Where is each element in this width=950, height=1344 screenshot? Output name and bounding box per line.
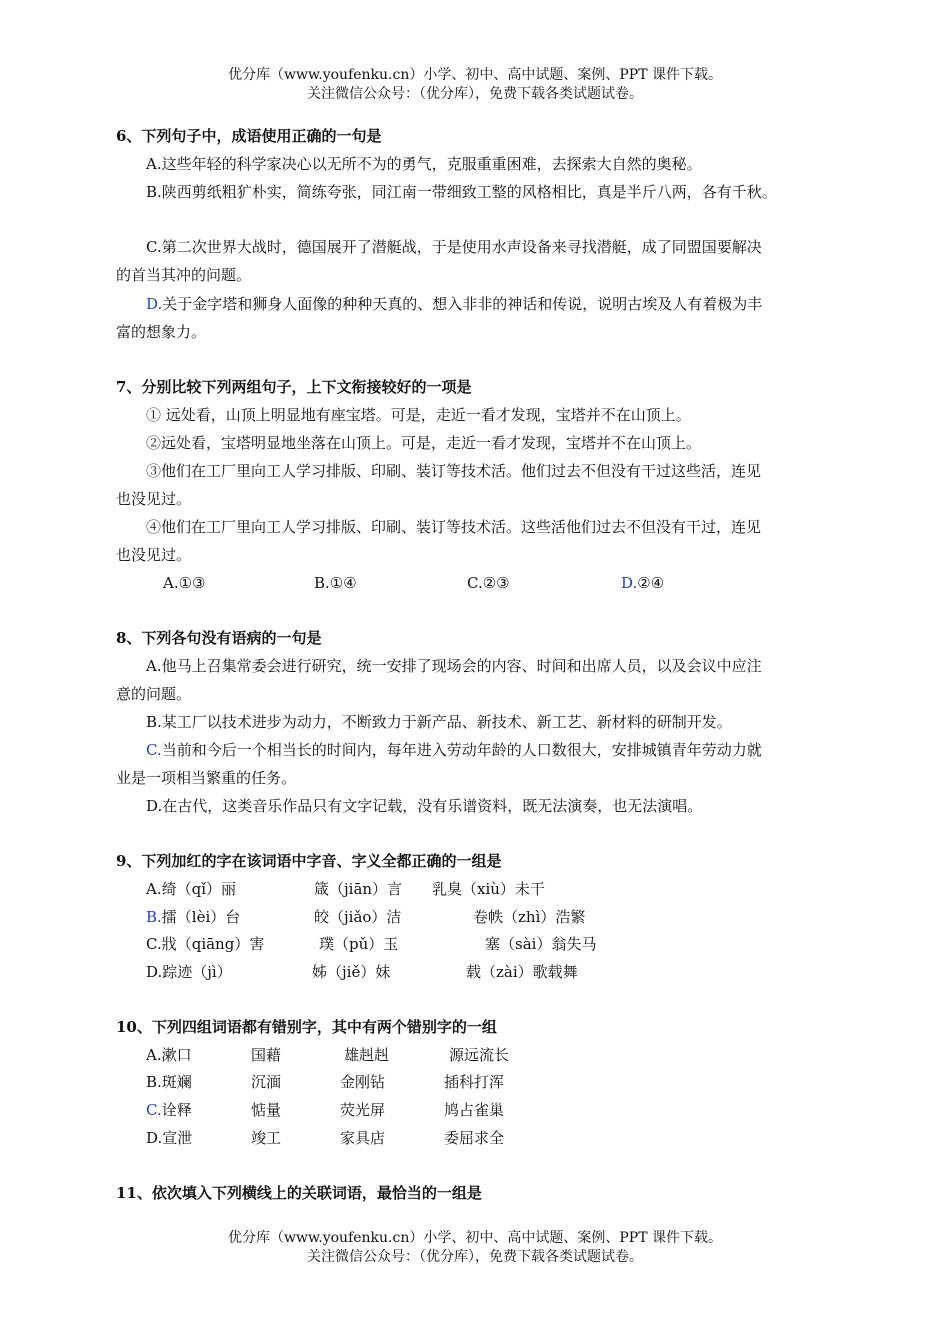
q9-row-a-col3: 乳臭（xiù）未干 — [432, 880, 545, 898]
q6-title: 6、下列句子中，成语使用正确的一句是 — [116, 127, 382, 145]
q9-row-b-col2: 皎（jiǎo）洁 — [314, 908, 402, 926]
q9-row-b-col3: 卷帙（zhì）浩繁 — [473, 908, 586, 926]
q7-option-c: C.②③ — [467, 574, 510, 592]
q9-row-c-col3: 塞（sài）翁失马 — [485, 935, 597, 953]
q8-option-c-text: 当前和今后一个相当长的时间内，每年进入劳动年龄的人口数很大，安排城镇青年劳动力就 — [161, 741, 762, 759]
footer-line-1: 优分库（www.youfenku.cn）小学、初中、高中试题、案例、PPT 课件下载。 — [227, 1230, 722, 1246]
q7-option-d-text: ②④ — [637, 574, 665, 592]
q8-option-c-line1 — [146, 740, 762, 760]
page-header — [0, 66, 950, 104]
q9-row-c-col1: C.戕（qiāng）害 — [146, 935, 265, 953]
q9-answer-letter: B. — [146, 908, 162, 926]
footer-line-2: 关注微信公众号：（优分库），免费下载各类试题试卷。 — [307, 1249, 643, 1265]
q8-option-a-line2: 意的问题。 — [116, 685, 192, 703]
q10-row-c-word3: 荧光屏 — [340, 1101, 386, 1119]
header-line-2: 关注微信公众号：（优分库），免费下载各类试题试卷。 — [307, 86, 643, 102]
q10-row-b-word4: 插科打浑 — [444, 1073, 505, 1091]
q7-sentence-4-line2: 也没见过。 — [116, 546, 192, 564]
q10-answer-letter: C. — [146, 1101, 162, 1119]
q10-row-c-word2: 惦量 — [251, 1101, 282, 1119]
q7-option-d — [621, 573, 664, 593]
q7-sentence-3-line1: ③他们在工厂里向工人学习排版、印刷、装订等技术活。他们过去不但没有干过这些活，连见 — [146, 462, 762, 480]
q6-option-c-line1: C.第二次世界大战时，德国展开了潜艇战，于是使用水声设备来寻找潜艇，成了同盟国要解决 — [146, 238, 762, 256]
q8-answer-letter: C. — [146, 741, 162, 759]
q9-row-a-col1: A.绮（qǐ）丽 — [146, 880, 237, 898]
q7-option-b: B.①④ — [314, 574, 357, 592]
q6-option-b: B.陕西剪纸粗犷朴实，简练夸张，同江南一带细致工整的风格相比，真是半斤八两，各有千秋。 — [146, 183, 777, 201]
q6-option-d-text: 关于金字塔和狮身人面像的种种天真的、想入非非的神话和传说，说明古埃及人有着极为丰 — [162, 295, 763, 313]
q10-row-b-word3: 金刚钻 — [340, 1073, 386, 1091]
q8-option-d: D.在古代，这类音乐作品只有文字记载，没有乐谱资料，既无法演奏，也无法演唱。 — [146, 797, 703, 815]
q9-row-a-col2: 箴（jiān）言 — [314, 880, 403, 898]
q10-row-d-word2: 竣工 — [251, 1129, 282, 1147]
q10-row-d-word4: 委屈求全 — [444, 1129, 505, 1147]
q10-row-a-word2: 国藉 — [251, 1046, 282, 1064]
q10-row-a-word1: A.漱口 — [146, 1046, 192, 1064]
q9-row-b-col1: B.擂（lèi）台 — [146, 908, 241, 926]
page-footer — [0, 1229, 950, 1267]
q9-title: 9、下列加红的字在该词语中字音、字义全都正确的一组是 — [116, 852, 502, 870]
q9-row-d-col1: D.踪迹（jì） — [146, 963, 232, 981]
q6-answer-letter: D. — [146, 295, 163, 313]
q7-sentence-1: ① 远处看，山顶上明显地有座宝塔。可是，走近一看才发现，宝塔并不在山顶上。 — [146, 406, 691, 424]
q7-answer-letter: D. — [621, 574, 638, 592]
q8-option-b: B.某工厂以技术进步为动力，不断致力于新产品、新技术、新工艺、新材料的研制开发。 — [146, 713, 732, 731]
q6-option-d-line2: 富的想象力。 — [116, 323, 207, 341]
q10-row-b-word2: 沉湎 — [251, 1073, 282, 1091]
q10-row-d-word1: D.宣泄 — [146, 1129, 193, 1147]
q10-row-d-word3: 家具店 — [340, 1129, 386, 1147]
q7-sentence-2: ②远处看，宝塔明显地坐落在山顶上。可是，走近一看才发现，宝塔并不在山顶上。 — [146, 434, 702, 452]
q8-title: 8、下列各句没有语病的一句是 — [116, 629, 322, 647]
q6-option-c-line2: 的首当其冲的问题。 — [116, 266, 252, 284]
q11-title: 11、依次填入下列横线上的关联词语，最恰当的一组是 — [116, 1184, 482, 1202]
q9-row-c-col2: 璞（pǔ）玉 — [319, 935, 399, 953]
q7-sentence-3-line2: 也没见过。 — [116, 490, 192, 508]
q8-option-c-line2: 业是一项相当繁重的任务。 — [116, 769, 297, 787]
q6-option-d-line1 — [146, 294, 762, 314]
q10-row-a-word3: 雄赳赳 — [344, 1046, 390, 1064]
q9-row-d-col3: 载（zài）歌载舞 — [466, 963, 578, 981]
q7-title: 7、分别比较下列两组句子，上下文衔接较好的一项是 — [116, 378, 472, 396]
q10-row-c-word1: C.诠释 — [146, 1101, 192, 1119]
q10-row-c-word4: 鸠占雀巢 — [444, 1101, 505, 1119]
header-line-1: 优分库（www.youfenku.cn）小学、初中、高中试题、案例、PPT 课件下载。 — [227, 67, 722, 83]
q10-row-a-word4: 源远流长 — [449, 1046, 510, 1064]
q8-option-a-line1: A.他马上召集常委会进行研究，统一安排了现场会的内容、时间和出席人员，以及会议中应注 — [146, 657, 762, 675]
q6-option-a: A.这些年轻的科学家决心以无所不为的勇气，克服重重困难，去探索大自然的奥秘。 — [146, 155, 702, 173]
q10-title: 10、下列四组词语都有错别字，其中有两个错别字的一组 — [116, 1018, 497, 1036]
q7-sentence-4-line1: ④他们在工厂里向工人学习排版、印刷、装订等技术活。这些活他们过去不但没有干过，连见 — [146, 518, 762, 536]
q7-option-a: A.①③ — [163, 574, 206, 592]
q10-row-b-word1: B.斑斓 — [146, 1073, 192, 1091]
q9-row-d-col2: 姊（jiě）妹 — [312, 963, 391, 981]
